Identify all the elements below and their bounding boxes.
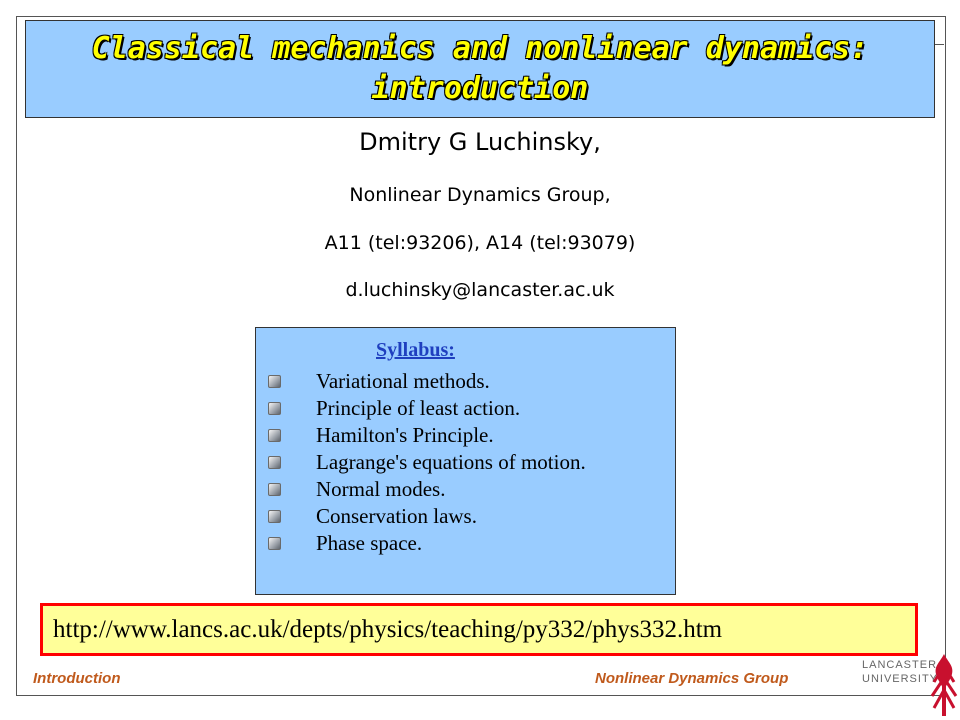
title-line-1: Classical mechanics and nonlinear dynamics: bbox=[91, 31, 869, 66]
logo-text bbox=[862, 658, 939, 686]
bullet-icon bbox=[268, 510, 281, 523]
list-item bbox=[256, 530, 586, 557]
syllabus-item-label: Normal modes. bbox=[316, 477, 446, 501]
frame-divider bbox=[935, 44, 944, 45]
author-email[interactable]: d.luchinsky@lancaster.ac.uk bbox=[345, 279, 615, 301]
logo-text-line-2: UNIVERSITY bbox=[862, 673, 939, 685]
syllabus-heading: Syllabus: bbox=[376, 339, 455, 361]
list-item bbox=[256, 449, 586, 476]
logo-text-line-1: LANCASTER bbox=[862, 659, 938, 671]
syllabus-item-label: Lagrange's equations of motion. bbox=[316, 450, 586, 474]
lancaster-rose-icon bbox=[930, 652, 958, 718]
syllabus-box bbox=[255, 327, 676, 595]
footer-group-label: Nonlinear Dynamics Group bbox=[595, 670, 789, 687]
title-line-2: introduction bbox=[371, 71, 589, 106]
bullet-icon bbox=[268, 429, 281, 442]
lancaster-university-logo bbox=[862, 648, 960, 720]
bullet-icon bbox=[268, 402, 281, 415]
syllabus-item-label: Variational methods. bbox=[316, 369, 490, 393]
list-item bbox=[256, 476, 586, 503]
list-item bbox=[256, 503, 586, 530]
syllabus-item-label: Principle of least action. bbox=[316, 396, 521, 420]
syllabus-list bbox=[256, 368, 586, 557]
syllabus-item-label: Conservation laws. bbox=[316, 504, 477, 528]
footer-section-label: Introduction bbox=[33, 670, 121, 687]
list-item bbox=[256, 395, 586, 422]
author-group: Nonlinear Dynamics Group, bbox=[349, 184, 611, 206]
bullet-icon bbox=[268, 483, 281, 496]
course-url-link[interactable]: http://www.lancs.ac.uk/depts/physics/teaching/py332/phys332.htm bbox=[53, 615, 723, 643]
bullet-icon bbox=[268, 537, 281, 550]
list-item bbox=[256, 422, 586, 449]
bullet-icon bbox=[268, 375, 281, 388]
author-rooms: A11 (tel:93206), A14 (tel:93079) bbox=[324, 232, 636, 254]
list-item bbox=[256, 368, 586, 395]
syllabus-item-label: Hamilton's Principle. bbox=[316, 423, 494, 447]
syllabus-item-label: Phase space. bbox=[316, 531, 423, 555]
bullet-icon bbox=[268, 456, 281, 469]
url-box bbox=[40, 603, 918, 656]
title-box bbox=[25, 20, 935, 118]
author-name: Dmitry G Luchinsky, bbox=[359, 128, 601, 156]
